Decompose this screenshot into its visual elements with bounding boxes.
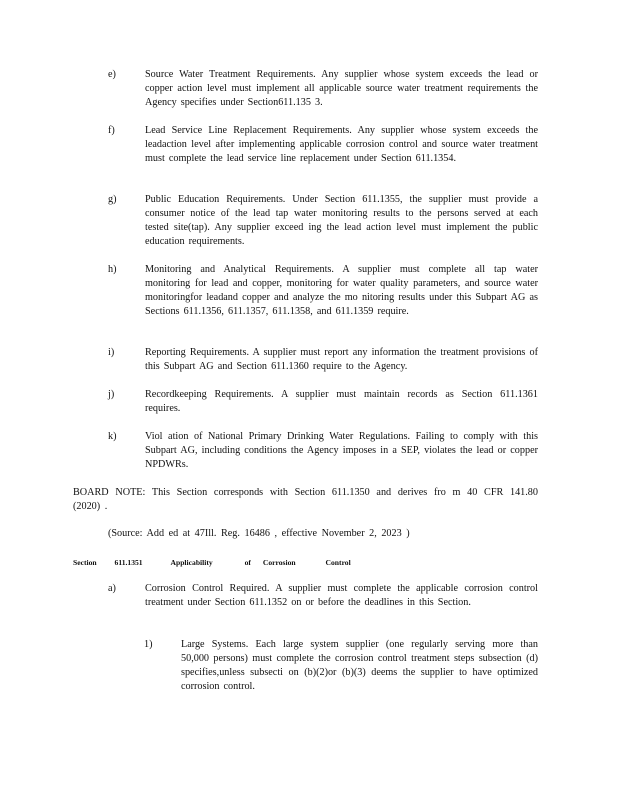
item-text: Source Water Treatment Requirements. Any supplier whose system exceeds the lead or copper action level must implement all applicable source water treatment requirements the Agency specifies under Section611.135 3. bbox=[145, 69, 538, 108]
item-label: e) bbox=[108, 69, 116, 80]
item-text: Large Systems. Each large system supplier (one regularly serving more than 50,000 persons) must complete the corrosion control treatment steps subsection (d) specifies,unless subsecti on (b)(2)or (b)(3) deems the supplier to have optimized corrosion control. bbox=[181, 639, 538, 692]
item-text: Corrosion Control Required. A supplier must complete the applicable corrosion control treatment under Section 611.1352 on or before the deadlines in this Section. bbox=[145, 583, 538, 608]
item-label: a) bbox=[108, 583, 116, 594]
section-heading-word: Control bbox=[325, 558, 351, 567]
item-text: Reporting Requirements. A supplier must report any information the treatment provisions of this Subpart AG and Section 611.1360 require to the Agency. bbox=[145, 347, 538, 372]
section-heading-word: of bbox=[244, 558, 251, 567]
item-label: f) bbox=[108, 125, 115, 136]
item-label: 1) bbox=[144, 639, 153, 650]
item-text: Viol ation of National Primary Drinking Water Regulations. Failing to comply with this Subpart AG, including conditions the Agency imposes in a SEP, violates the lead or copper NPDWRs. bbox=[145, 431, 538, 470]
item-label: h) bbox=[108, 264, 117, 275]
board-note: BOARD NOTE: This Section corresponds with Section 611.1350 and derives fro m 40 CFR 141.80 (2020) . bbox=[73, 487, 538, 512]
item-label: k) bbox=[108, 431, 117, 442]
item-text: Public Education Requirements. Under Section 611.1355, the supplier must provide a consumer notice of the lead tap water monitoring results to the persons served at each tested site(tap). Any supplier exceed ing the lead action level must implement the public education requirements. bbox=[145, 194, 538, 247]
section-heading-word: Applicability bbox=[170, 558, 213, 567]
section-heading-word: Section bbox=[73, 558, 97, 567]
section-heading-word: Corrosion bbox=[262, 558, 296, 567]
item-text: Recordkeeping Requirements. A supplier must maintain records as Section 611.1361 requires. bbox=[145, 389, 538, 414]
source-note: (Source: Add ed at 47Ill. Reg. 16486 , effective November 2, 2023 ) bbox=[108, 528, 410, 539]
item-text: Monitoring and Analytical Requirements. A supplier must complete all tap water monitoring for lead and copper, monitoring for water quality parameters, and source water monitoringfor leadand copper and analyze the mo nitoring results under this Subpart AG as Sections 611.1356, 611.1357, 611.1358, and 611.1359 require. bbox=[145, 264, 538, 317]
item-text: Lead Service Line Replacement Requirements. Any supplier whose system exceeds the leadaction level after implementing applicable corrosion control and source water treatment must complete the lead service line replacement under Section 611.1354. bbox=[145, 125, 538, 164]
item-label: j) bbox=[108, 389, 115, 400]
section-heading-number: 611.1351 bbox=[114, 558, 143, 567]
section-heading bbox=[73, 556, 351, 570]
item-label: g) bbox=[108, 194, 117, 205]
item-label: i) bbox=[108, 347, 115, 358]
